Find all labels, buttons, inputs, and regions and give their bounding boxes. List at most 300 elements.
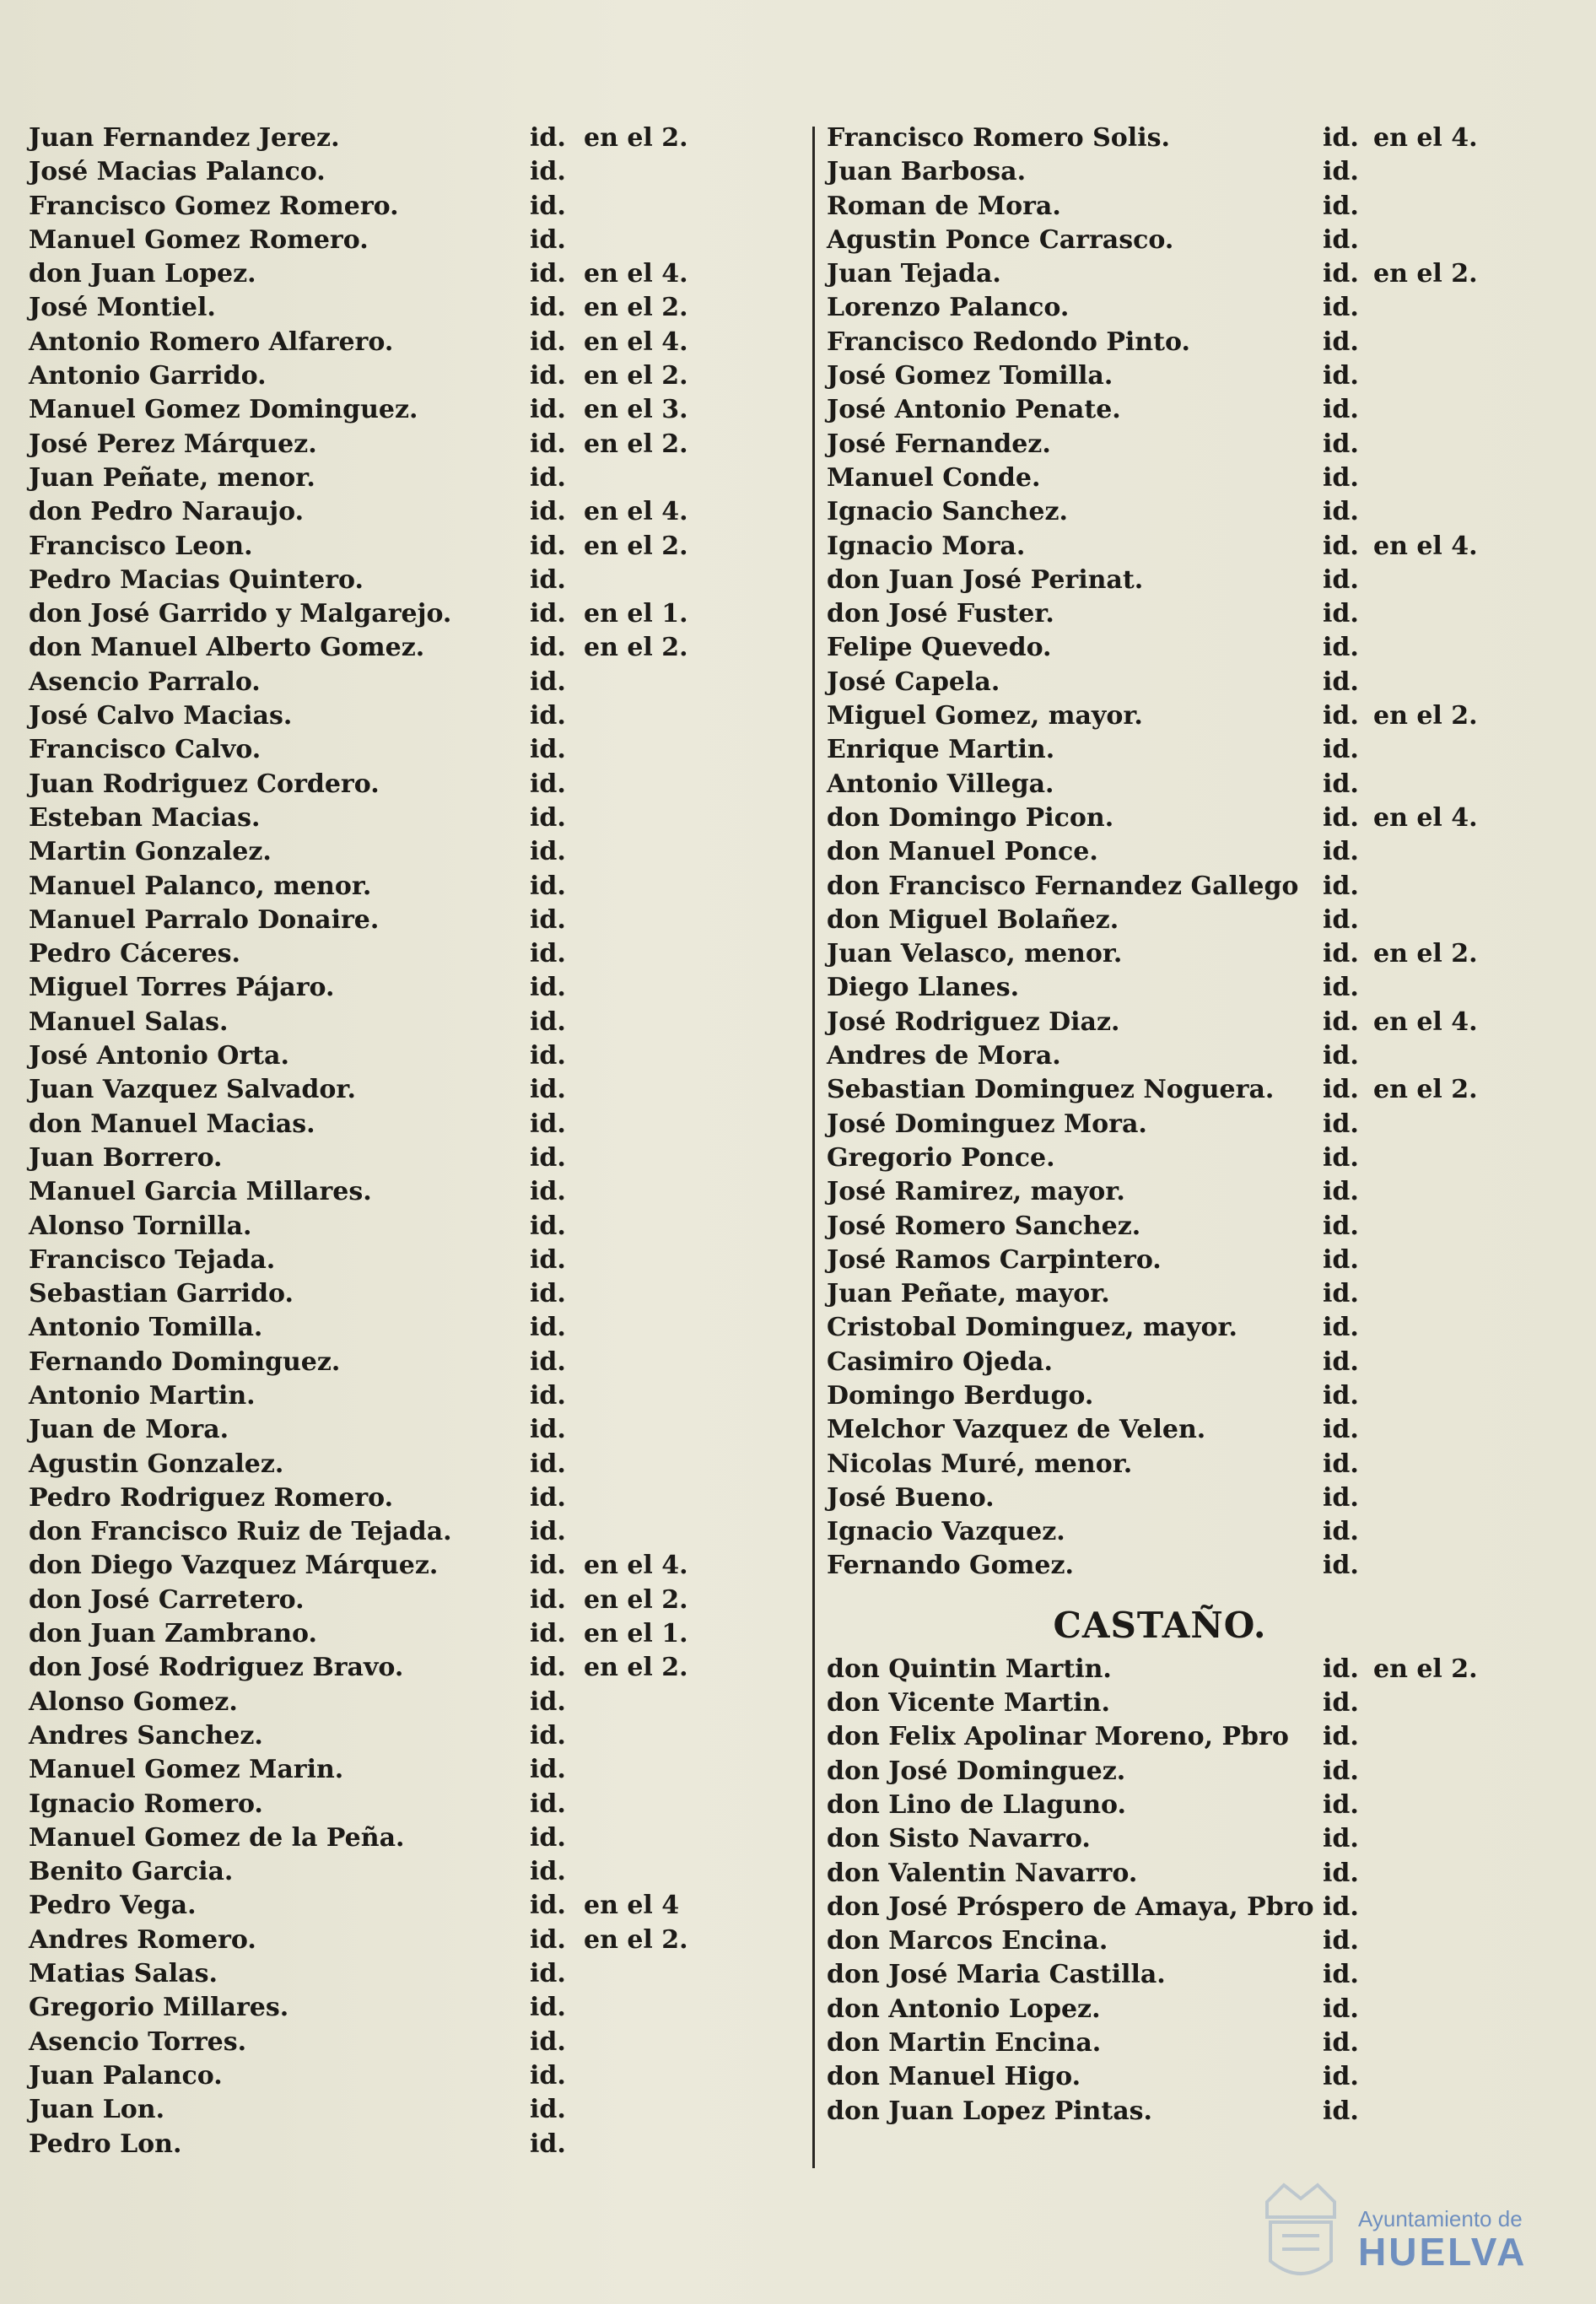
entry-note: en el 2. xyxy=(1373,1654,1478,1684)
person-name: Antonio Romero Alfarero. xyxy=(29,326,394,357)
list-item xyxy=(827,1448,1569,1481)
person-name: don José Fuster. xyxy=(827,599,1054,629)
person-name: Juan Palanco. xyxy=(29,2060,223,2091)
list-item xyxy=(29,2128,805,2161)
id-mark: id. xyxy=(1323,191,1359,221)
list-item xyxy=(29,1379,805,1413)
entry-note: en el 2. xyxy=(1373,701,1478,731)
person-name: Juan Fernandez Jerez. xyxy=(29,123,340,153)
list-item xyxy=(827,937,1569,971)
id-mark: id. xyxy=(530,1449,566,1479)
list-item xyxy=(29,1039,805,1073)
person-name: Pedro Lon. xyxy=(29,2129,182,2159)
id-mark: id. xyxy=(530,1789,566,1819)
person-name: Melchor Vazquez de Velen. xyxy=(827,1415,1206,1445)
id-mark: id. xyxy=(1323,531,1359,561)
list-item xyxy=(29,1651,805,1685)
id-mark: id. xyxy=(530,2129,566,2159)
person-name: Asencio Parralo. xyxy=(29,666,261,697)
id-mark: id. xyxy=(1323,564,1359,595)
list-item xyxy=(827,1039,1569,1073)
id-mark: id. xyxy=(530,361,566,391)
list-item xyxy=(827,1311,1569,1345)
person-name: Manuel Palanco, menor. xyxy=(29,871,372,901)
id-mark: id. xyxy=(530,259,566,289)
list-item xyxy=(827,224,1569,257)
id-mark: id. xyxy=(1323,1858,1359,1888)
id-mark: id. xyxy=(530,1993,566,2023)
list-item xyxy=(29,1549,805,1583)
entry-note: en el 4. xyxy=(1373,1006,1478,1037)
entry-note: en el 2. xyxy=(584,361,688,391)
entry-note: en el 2. xyxy=(584,1653,688,1683)
list-item xyxy=(29,1584,805,1617)
id-mark: id. xyxy=(1323,2096,1359,2126)
list-item xyxy=(29,1346,805,1379)
id-mark: id. xyxy=(530,1857,566,1887)
id-mark: id. xyxy=(1323,1960,1359,1990)
list-item xyxy=(29,1686,805,1719)
list-item xyxy=(29,291,805,325)
id-mark: id. xyxy=(530,802,566,833)
right-column-list xyxy=(827,121,1569,2129)
person-name: José Ramos Carpintero. xyxy=(827,1244,1162,1275)
person-name: Francisco Calvo. xyxy=(29,735,262,765)
person-name: don Manuel Ponce. xyxy=(827,837,1098,867)
id-mark: id. xyxy=(1323,361,1359,391)
id-mark: id. xyxy=(530,769,566,799)
watermark-line-2: HUELVA xyxy=(1358,2230,1528,2274)
list-item xyxy=(29,461,805,495)
list-item xyxy=(827,1210,1569,1244)
list-item xyxy=(29,870,805,904)
id-mark: id. xyxy=(1323,1346,1359,1377)
id-mark: id. xyxy=(1323,1380,1359,1411)
person-name: Domingo Berdugo. xyxy=(827,1380,1094,1411)
list-item xyxy=(29,768,805,801)
entry-note: en el 2. xyxy=(584,123,688,153)
id-mark: id. xyxy=(1323,904,1359,935)
person-name: Miguel Gomez, mayor. xyxy=(827,701,1143,731)
person-name: Antonio Martin. xyxy=(29,1380,256,1411)
person-name: Alonso Gomez. xyxy=(29,1686,238,1717)
person-name: don José Próspero de Amaya, Pbro xyxy=(827,1891,1314,1922)
person-name: don Miguel Bolañez. xyxy=(827,904,1119,935)
person-name: don Vicente Martin. xyxy=(827,1688,1110,1719)
list-item xyxy=(827,1413,1569,1447)
person-name: Roman de Mora. xyxy=(827,191,1061,221)
id-mark: id. xyxy=(1323,1109,1359,1139)
id-mark: id. xyxy=(530,123,566,153)
list-item xyxy=(827,155,1569,189)
list-item xyxy=(29,121,805,155)
list-item xyxy=(827,2060,1569,2094)
list-item xyxy=(827,190,1569,224)
entry-note: en el 2. xyxy=(584,531,688,561)
id-mark: id. xyxy=(1323,1551,1359,1581)
list-item xyxy=(29,1991,805,2025)
id-mark: id. xyxy=(530,735,566,765)
list-item xyxy=(29,1210,805,1244)
person-name: don Diego Vazquez Márquez. xyxy=(29,1551,439,1581)
list-item xyxy=(29,2059,805,2093)
id-mark: id. xyxy=(1323,1415,1359,1445)
id-mark: id. xyxy=(1323,1789,1359,1820)
person-name: Pedro Cáceres. xyxy=(29,939,240,969)
list-item xyxy=(29,1515,805,1549)
id-mark: id. xyxy=(530,1211,566,1241)
id-mark: id. xyxy=(530,1415,566,1445)
id-mark: id. xyxy=(530,1244,566,1275)
list-item xyxy=(29,1821,805,1855)
entry-note: en el 2. xyxy=(584,1924,688,1955)
id-mark: id. xyxy=(1323,1891,1359,1922)
id-mark: id. xyxy=(1323,837,1359,867)
person-name: José Macias Palanco. xyxy=(29,157,326,187)
list-item xyxy=(827,1006,1569,1039)
person-name: Ignacio Romero. xyxy=(29,1789,263,1819)
id-mark: id. xyxy=(1323,1517,1359,1547)
entry-note: en el 1. xyxy=(584,599,688,629)
person-name: don Francisco Ruiz de Tejada. xyxy=(29,1517,452,1547)
person-name: José Gomez Tomilla. xyxy=(827,361,1113,391)
id-mark: id. xyxy=(530,939,566,969)
list-item xyxy=(827,121,1569,155)
id-mark: id. xyxy=(1323,1824,1359,1854)
id-mark: id. xyxy=(530,1822,566,1853)
list-item xyxy=(827,768,1569,801)
person-name: Gregorio Ponce. xyxy=(827,1142,1055,1173)
list-item xyxy=(29,1889,805,1923)
id-mark: id. xyxy=(1323,224,1359,255)
person-name: Juan Peñate, mayor. xyxy=(827,1279,1110,1309)
id-mark: id. xyxy=(530,1380,566,1411)
id-mark: id. xyxy=(1323,1313,1359,1343)
id-mark: id. xyxy=(1323,1926,1359,1956)
person-name: Juan Rodriguez Cordero. xyxy=(29,769,380,799)
list-item xyxy=(29,393,805,427)
list-item xyxy=(29,733,805,767)
person-name: Antonio Villega. xyxy=(827,769,1054,799)
list-item xyxy=(827,1686,1569,1720)
person-name: Francisco Redondo Pinto. xyxy=(827,326,1190,357)
person-name: Ignacio Mora. xyxy=(827,531,1026,561)
entry-note: en el 2. xyxy=(1373,939,1478,969)
entry-note: en el 4. xyxy=(1373,123,1478,153)
person-name: Fernando Dominguez. xyxy=(29,1346,341,1377)
id-mark: id. xyxy=(530,191,566,221)
id-mark: id. xyxy=(530,1041,566,1071)
list-item xyxy=(827,1993,1569,2026)
id-mark: id. xyxy=(530,2060,566,2091)
person-name: José Antonio Penate. xyxy=(827,395,1121,425)
person-name: don Manuel Alberto Gomez. xyxy=(29,633,425,663)
id-mark: id. xyxy=(1323,599,1359,629)
id-mark: id. xyxy=(1323,633,1359,663)
list-item xyxy=(29,699,805,733)
list-item xyxy=(29,1311,805,1345)
list-item xyxy=(827,495,1569,529)
person-name: don Francisco Fernandez Gallego xyxy=(827,871,1299,901)
list-item xyxy=(827,870,1569,904)
list-item xyxy=(827,1277,1569,1311)
person-name: José Bueno. xyxy=(827,1482,995,1513)
person-name: Casimiro Ojeda. xyxy=(827,1346,1053,1377)
id-mark: id. xyxy=(530,904,566,935)
list-item xyxy=(29,1073,805,1107)
list-item xyxy=(827,1515,1569,1549)
list-item xyxy=(29,190,805,224)
person-name: Juan Tejada. xyxy=(827,259,1001,289)
id-mark: id. xyxy=(530,1482,566,1513)
id-mark: id. xyxy=(530,429,566,459)
id-mark: id. xyxy=(1323,1075,1359,1105)
list-item xyxy=(827,1755,1569,1789)
person-name: Juan Velasco, menor. xyxy=(827,939,1123,969)
person-name: don José Carretero. xyxy=(29,1584,305,1615)
id-mark: id. xyxy=(530,462,566,493)
list-item xyxy=(827,733,1569,767)
id-mark: id. xyxy=(530,973,566,1003)
person-name: José Calvo Macias. xyxy=(29,701,293,731)
list-item xyxy=(29,1753,805,1787)
person-name: Juan de Mora. xyxy=(29,1415,229,1445)
person-name: Francisco Tejada. xyxy=(29,1244,276,1275)
person-name: Manuel Garcia Millares. xyxy=(29,1177,372,1207)
list-item xyxy=(827,359,1569,393)
id-mark: id. xyxy=(530,871,566,901)
person-name: Nicolas Muré, menor. xyxy=(827,1449,1133,1479)
entry-note: en el 1. xyxy=(584,1619,688,1649)
person-name: Manuel Parralo Donaire. xyxy=(29,904,380,935)
id-mark: id. xyxy=(530,599,566,629)
list-item xyxy=(827,631,1569,665)
person-name: Andres Sanchez. xyxy=(29,1720,263,1751)
person-name: José Fernandez. xyxy=(827,429,1051,459)
person-name: don José Rodriguez Bravo. xyxy=(29,1653,404,1683)
id-mark: id. xyxy=(530,531,566,561)
entry-note: en el 2. xyxy=(1373,1075,1478,1105)
list-item xyxy=(827,564,1569,597)
id-mark: id. xyxy=(1323,1211,1359,1241)
person-name: Pedro Rodriguez Romero. xyxy=(29,1482,394,1513)
left-column-list xyxy=(29,121,805,2161)
id-mark: id. xyxy=(530,395,566,425)
list-item xyxy=(827,2026,1569,2060)
person-name: Francisco Gomez Romero. xyxy=(29,191,399,221)
section-heading-castano: CASTAÑO. xyxy=(1053,1604,1267,1646)
id-mark: id. xyxy=(1323,939,1359,969)
id-mark: id. xyxy=(530,1313,566,1343)
id-mark: id. xyxy=(530,1619,566,1649)
list-item xyxy=(827,666,1569,699)
id-mark: id. xyxy=(530,1075,566,1105)
list-item xyxy=(827,530,1569,564)
list-item xyxy=(29,224,805,257)
list-item xyxy=(29,1855,805,1889)
id-mark: id. xyxy=(1323,2062,1359,2092)
list-item xyxy=(29,257,805,291)
entry-note: en el 3. xyxy=(584,395,688,425)
list-item xyxy=(29,1413,805,1447)
list-item xyxy=(827,699,1569,733)
person-name: Alonso Tornilla. xyxy=(29,1211,252,1241)
id-mark: id. xyxy=(530,1279,566,1309)
list-item xyxy=(827,1789,1569,1822)
id-mark: id. xyxy=(1323,769,1359,799)
list-item xyxy=(29,971,805,1005)
list-item xyxy=(827,835,1569,869)
person-name: José Antonio Orta. xyxy=(29,1041,289,1071)
person-name: Sebastian Garrido. xyxy=(29,1279,294,1309)
list-item xyxy=(29,1175,805,1209)
list-item xyxy=(827,1141,1569,1175)
person-name: José Ramirez, mayor. xyxy=(827,1177,1125,1207)
id-mark: id. xyxy=(530,1551,566,1581)
list-item xyxy=(827,2095,1569,2129)
list-item xyxy=(827,1653,1569,1686)
entry-note: en el 4 xyxy=(584,1891,680,1921)
person-name: Pedro Vega. xyxy=(29,1891,197,1921)
person-name: Ignacio Sanchez. xyxy=(827,497,1068,527)
list-item xyxy=(827,1379,1569,1413)
list-item xyxy=(29,904,805,937)
list-item xyxy=(29,1141,805,1175)
person-name: Asencio Torres. xyxy=(29,2026,247,2057)
list-item xyxy=(827,1346,1569,1379)
entry-note: en el 2. xyxy=(584,293,688,323)
person-name: José Capela. xyxy=(827,666,1000,697)
list-item xyxy=(827,1857,1569,1891)
person-name: don Valentin Navarro. xyxy=(827,1858,1138,1888)
id-mark: id. xyxy=(1323,735,1359,765)
list-item xyxy=(29,1244,805,1277)
person-name: Antonio Tomilla. xyxy=(29,1313,263,1343)
person-name: Juan Vazquez Salvador. xyxy=(29,1075,356,1105)
person-name: don Antonio Lopez. xyxy=(827,1994,1101,2024)
list-item xyxy=(29,1957,805,1991)
id-mark: id. xyxy=(1323,1041,1359,1071)
person-name: Agustin Gonzalez. xyxy=(29,1449,284,1479)
list-item xyxy=(827,1244,1569,1277)
person-name: Juan Barbosa. xyxy=(827,157,1027,187)
list-item xyxy=(29,2093,805,2127)
person-name: don Juan José Perinat. xyxy=(827,564,1144,595)
id-mark: id. xyxy=(1323,1654,1359,1684)
id-mark: id. xyxy=(1323,1006,1359,1037)
id-mark: id. xyxy=(1323,1177,1359,1207)
id-mark: id. xyxy=(1323,259,1359,289)
id-mark: id. xyxy=(1323,497,1359,527)
list-item xyxy=(827,1720,1569,1754)
list-item xyxy=(29,1448,805,1481)
list-item xyxy=(827,326,1569,359)
list-item xyxy=(29,428,805,461)
id-mark: id. xyxy=(530,224,566,255)
id-mark: id. xyxy=(1323,1688,1359,1719)
id-mark: id. xyxy=(1323,871,1359,901)
list-item xyxy=(827,1108,1569,1141)
list-item xyxy=(29,1277,805,1311)
person-name: José Romero Sanchez. xyxy=(827,1211,1141,1241)
list-item xyxy=(827,801,1569,835)
person-name: Felipe Quevedo. xyxy=(827,633,1052,663)
person-name: José Montiel. xyxy=(29,293,216,323)
list-item xyxy=(827,597,1569,631)
id-mark: id. xyxy=(530,633,566,663)
list-item xyxy=(29,530,805,564)
id-mark: id. xyxy=(1323,1449,1359,1479)
id-mark: id. xyxy=(530,293,566,323)
list-item xyxy=(827,1175,1569,1209)
id-mark: id. xyxy=(530,1924,566,1955)
id-mark: id. xyxy=(1323,326,1359,357)
list-item xyxy=(29,631,805,665)
id-mark: id. xyxy=(530,2095,566,2125)
person-name: Sebastian Dominguez Noguera. xyxy=(827,1075,1275,1105)
person-name: don Juan Zambrano. xyxy=(29,1619,317,1649)
id-mark: id. xyxy=(1323,462,1359,493)
person-name: Pedro Macias Quintero. xyxy=(29,564,364,595)
person-name: Manuel Gomez Romero. xyxy=(29,224,369,255)
list-item xyxy=(29,1924,805,1957)
list-item xyxy=(29,1788,805,1821)
id-mark: id. xyxy=(1323,395,1359,425)
id-mark: id. xyxy=(530,1584,566,1615)
list-item xyxy=(827,904,1569,937)
list-item xyxy=(827,1958,1569,1992)
id-mark: id. xyxy=(1323,1482,1359,1513)
list-item xyxy=(29,1006,805,1039)
id-mark: id. xyxy=(1323,802,1359,833)
person-name: don Sisto Navarro. xyxy=(827,1824,1091,1854)
entry-note: en el 4. xyxy=(1373,802,1478,833)
person-name: Juan Borrero. xyxy=(29,1142,223,1173)
id-mark: id. xyxy=(530,1142,566,1173)
person-name: Matias Salas. xyxy=(29,1959,218,1989)
person-name: Enrique Martin. xyxy=(827,735,1055,765)
person-name: Lorenzo Palanco. xyxy=(827,293,1070,323)
person-name: don Pedro Naraujo. xyxy=(29,497,305,527)
id-mark: id. xyxy=(1323,1756,1359,1786)
id-mark: id. xyxy=(530,1517,566,1547)
id-mark: id. xyxy=(1323,1244,1359,1275)
id-mark: id. xyxy=(530,666,566,697)
person-name: Francisco Romero Solis. xyxy=(827,123,1170,153)
id-mark: id. xyxy=(530,157,566,187)
person-name: José Perez Márquez. xyxy=(29,429,317,459)
person-name: don Marcos Encina. xyxy=(827,1926,1108,1956)
id-mark: id. xyxy=(530,701,566,731)
list-item xyxy=(827,428,1569,461)
id-mark: id. xyxy=(530,1006,566,1037)
id-mark: id. xyxy=(530,326,566,357)
id-mark: id. xyxy=(530,497,566,527)
list-item xyxy=(29,155,805,189)
person-name: Manuel Salas. xyxy=(29,1006,229,1037)
person-name: Andres Romero. xyxy=(29,1924,256,1955)
person-name: don José Dominguez. xyxy=(827,1756,1126,1786)
id-mark: id. xyxy=(1323,429,1359,459)
list-item xyxy=(29,937,805,971)
person-name: don Quintin Martin. xyxy=(827,1654,1112,1684)
person-name: don Domingo Picon. xyxy=(827,802,1114,833)
person-name: Diego Llanes. xyxy=(827,973,1020,1003)
id-mark: id. xyxy=(1323,123,1359,153)
entry-note: en el 4. xyxy=(584,259,688,289)
id-mark: id. xyxy=(1323,1722,1359,1752)
list-item xyxy=(29,359,805,393)
